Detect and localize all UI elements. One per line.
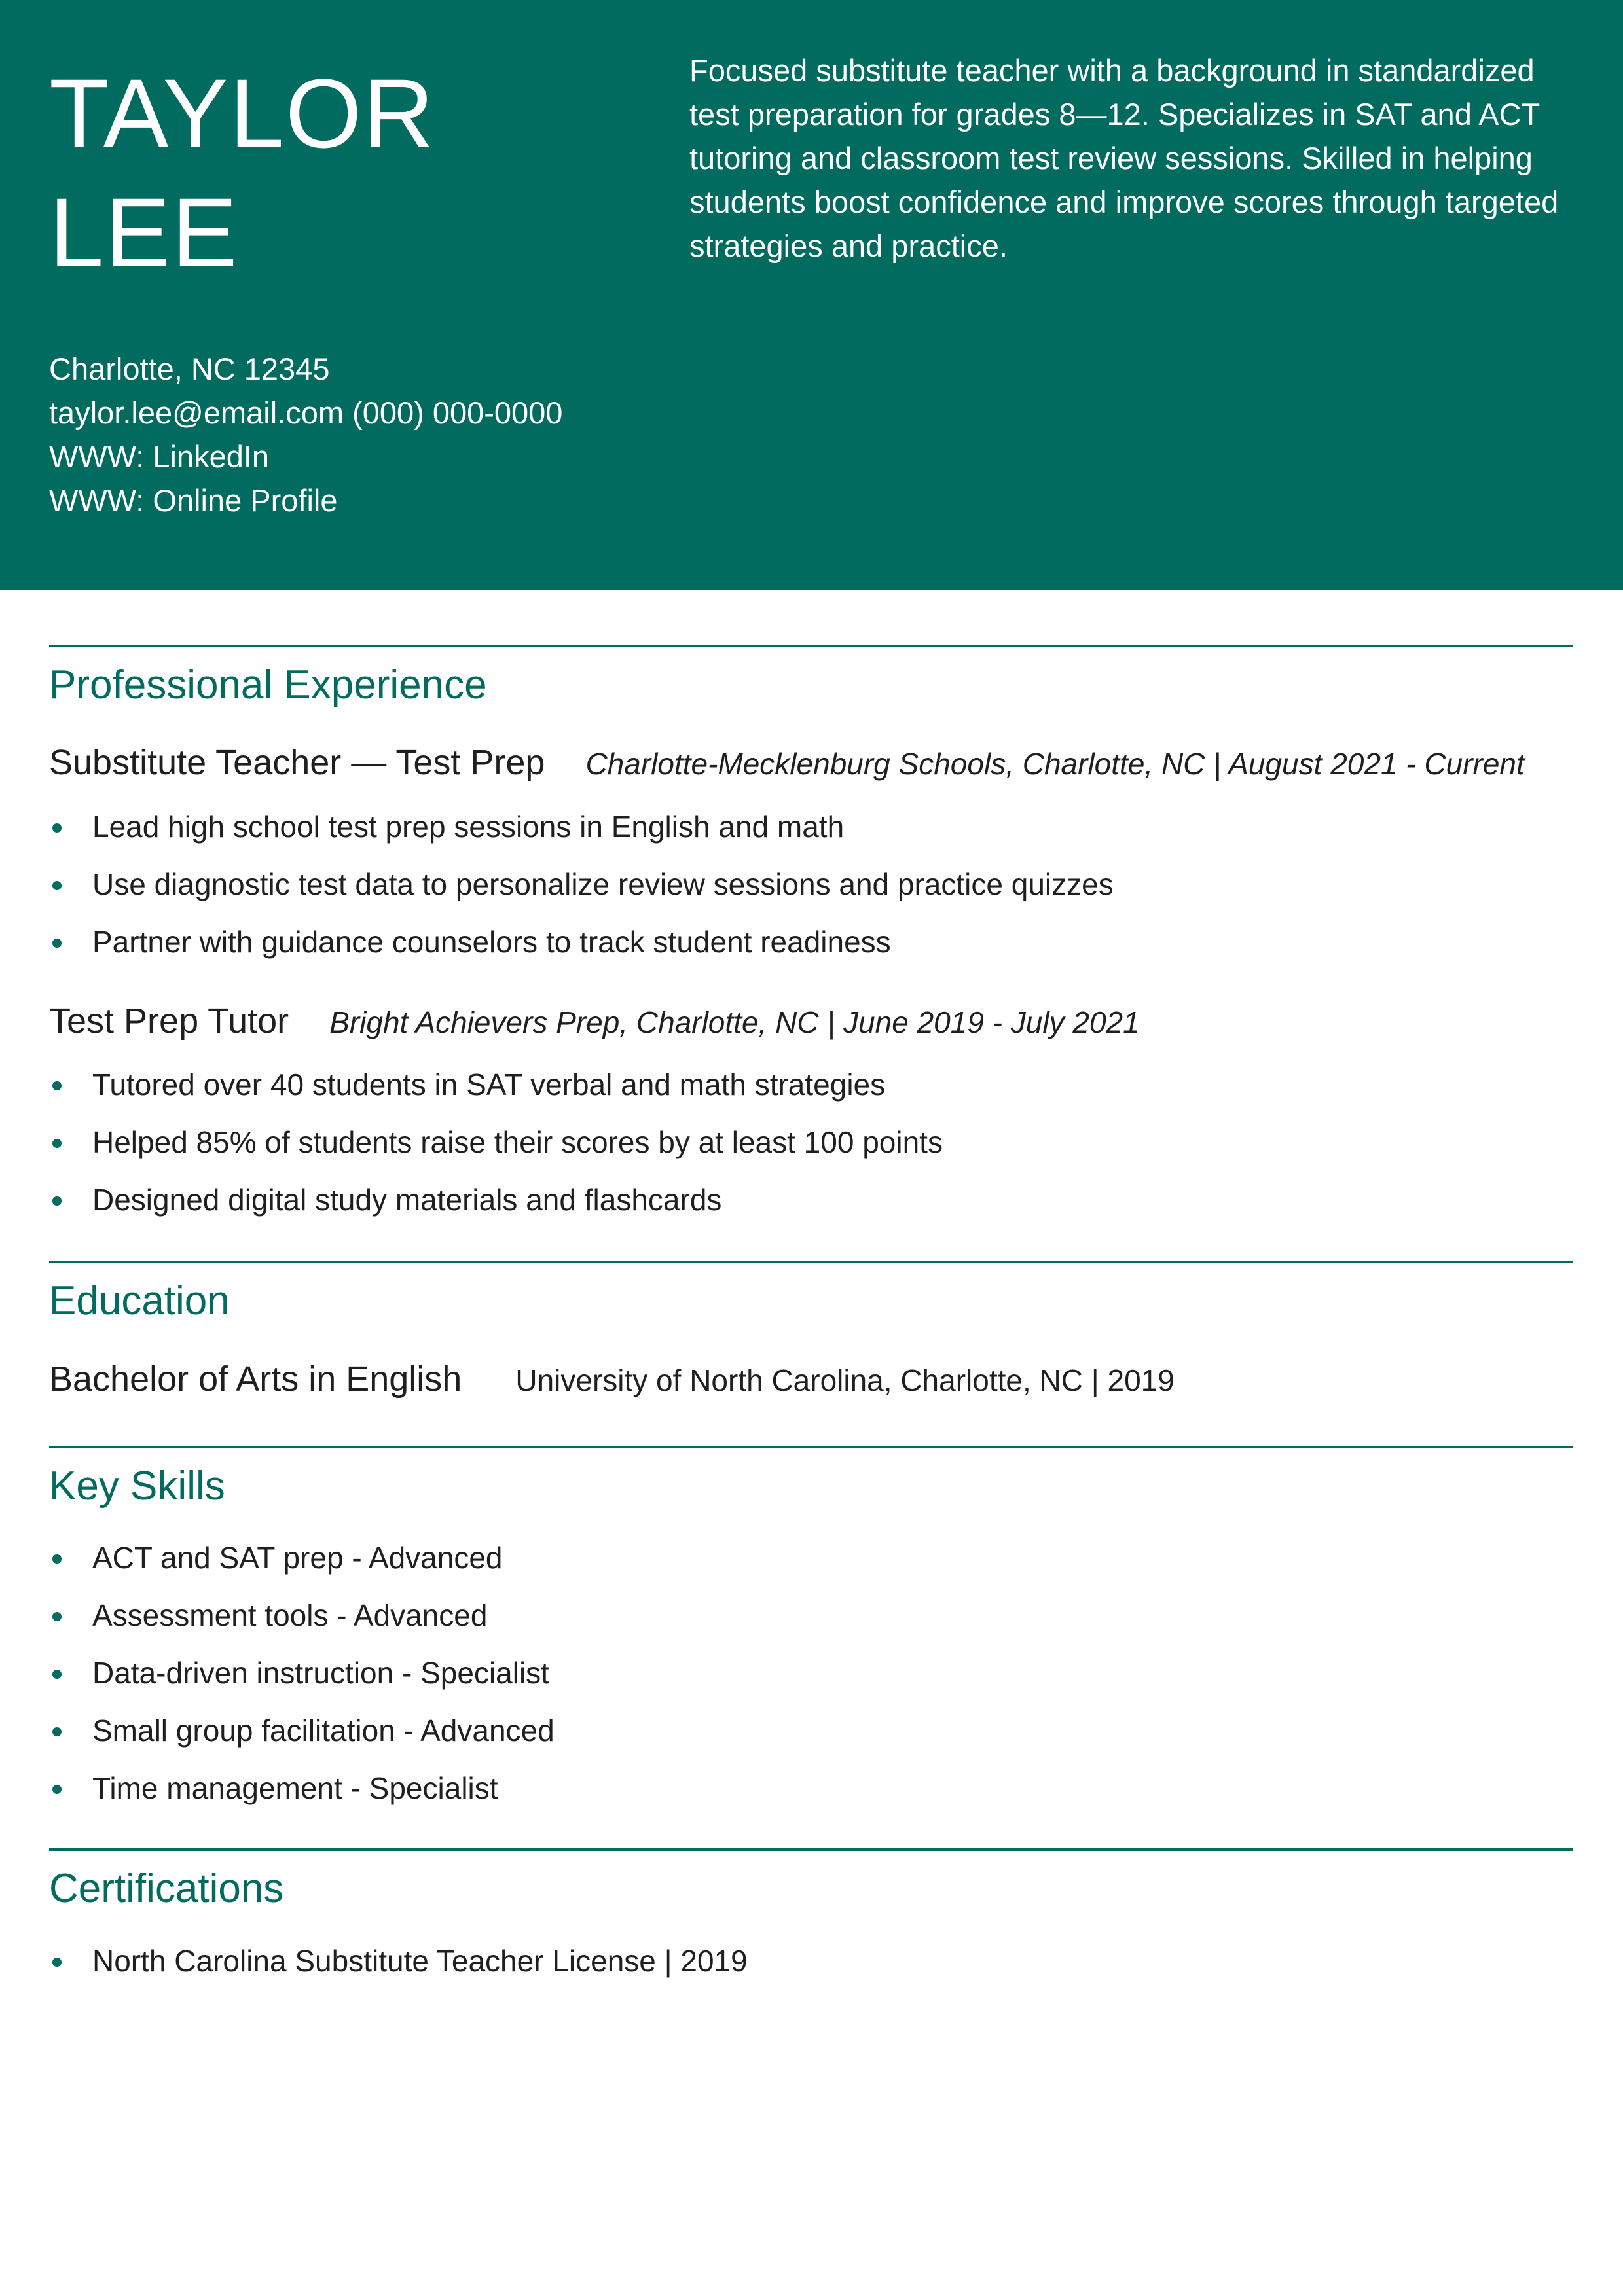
list-item: Helped 85% of students raise their scores by at least 100 points: [49, 1119, 943, 1177]
education-meta: University of North Carolina, Charlotte, NC | 2019: [515, 1363, 1175, 1397]
job-meta: Charlotte-Mecklenburg Schools, Charlotte, NC | August 2021 - Current: [585, 747, 1525, 781]
email-phone: taylor.lee@email.com (000) 000-0000: [49, 395, 563, 430]
experience-section: [49, 645, 1573, 711]
certifications-section: [49, 1848, 1573, 1915]
education-section: [49, 1261, 1573, 1327]
list-item: Data-driven instruction - Specialist: [49, 1650, 555, 1708]
address: Charlotte, NC 12345: [49, 351, 330, 386]
degree: Bachelor of Arts in English: [49, 1359, 462, 1399]
education-entry: [49, 1356, 1175, 1402]
section-title-certifications: Certifications: [49, 1866, 284, 1911]
list-item: Use diagnostic test data to personalize review sessions and practice quizzes: [49, 861, 1114, 919]
job-meta: Bright Achievers Prep, Charlotte, NC | June 2019 - July 2021: [329, 1005, 1140, 1039]
list-item: ACT and SAT prep - Advanced: [49, 1535, 555, 1592]
summary: Focused substitute teacher with a background in standardized test preparation for grades 8—12. Specializes in SAT and ACT tutoring and classroom test review sessions. Skilled in helping students boost confidence and improve scores through targeted strategies and practice.: [689, 53, 1559, 263]
list-item: Time management - Specialist: [49, 1765, 555, 1823]
list-item: North Carolina Substitute Teacher License | 2019: [49, 1938, 748, 1996]
list-item: Designed digital study materials and flashcards: [49, 1177, 943, 1234]
job-bullets: [49, 804, 1114, 977]
skills-section: [49, 1446, 1573, 1513]
resume-header: [0, 0, 1623, 590]
job-header: [49, 740, 1525, 785]
certifications-list: [49, 1938, 748, 1996]
list-item: Small group facilitation - Advanced: [49, 1708, 555, 1765]
list-item: Lead high school test prep sessions in English and math: [49, 804, 1114, 861]
job-title: Test Prep Tutor: [49, 1001, 289, 1041]
skills-list: [49, 1535, 555, 1823]
job-header: [49, 998, 1140, 1044]
list-item: Partner with guidance counselors to track student readiness: [49, 919, 1114, 977]
job-bullets: [49, 1062, 943, 1234]
contact-info: [49, 347, 704, 522]
candidate-name: [49, 54, 638, 292]
first-name: TAYLOR: [49, 58, 435, 168]
last-name: LEE: [49, 177, 239, 287]
online-profile-link[interactable]: WWW: Online Profile: [49, 483, 338, 518]
section-title-skills: Key Skills: [49, 1463, 225, 1509]
list-item: Assessment tools - Advanced: [49, 1592, 555, 1650]
linkedin-link[interactable]: WWW: LinkedIn: [49, 439, 270, 474]
section-title-experience: Professional Experience: [49, 662, 487, 708]
job-title: Substitute Teacher — Test Prep: [49, 743, 545, 782]
list-item: Tutored over 40 students in SAT verbal and math strategies: [49, 1062, 943, 1119]
section-title-education: Education: [49, 1278, 230, 1323]
